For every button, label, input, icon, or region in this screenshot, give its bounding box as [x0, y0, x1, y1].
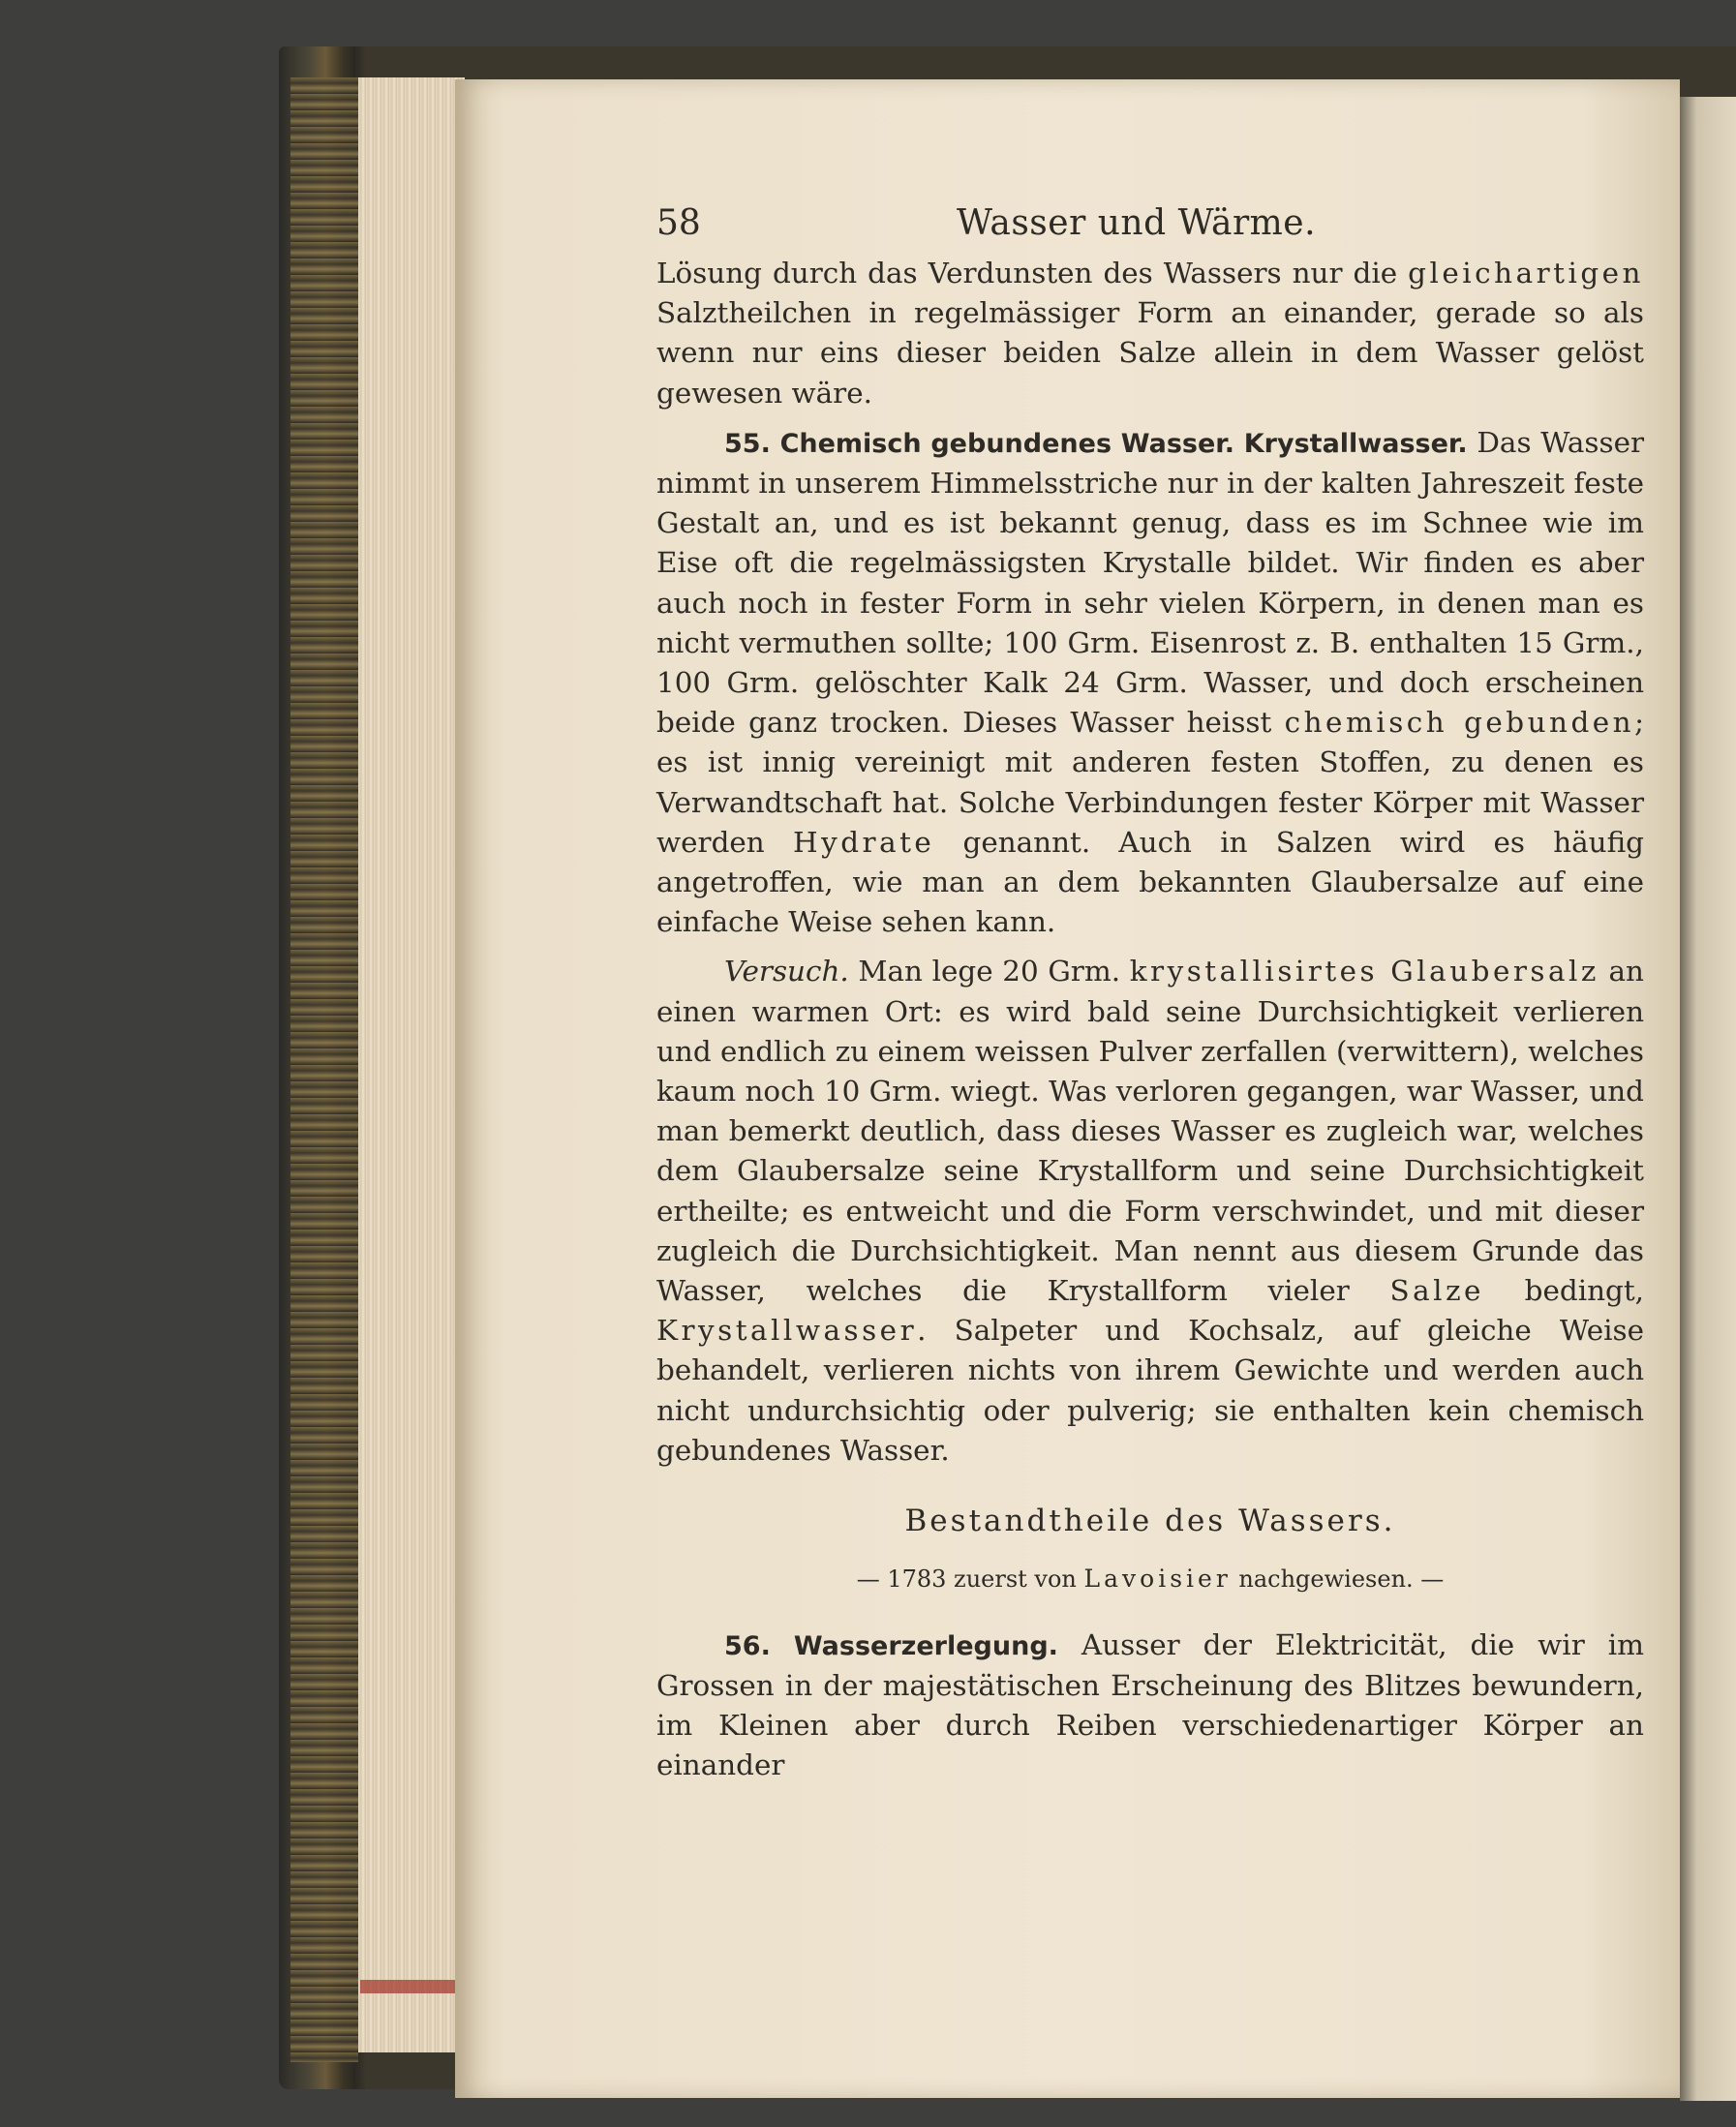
chapter-subheading: [656, 1559, 1644, 1599]
running-title: Wasser und Wärme.: [957, 203, 1317, 243]
text-run: Ausser der Elektricität, die wir im Grossen in der majestätischen Erscheinung des Blitzes bewundern, im Kleinen aber durch Reiben verschiedenartiger Körper an einander: [656, 1627, 1645, 1782]
red-page-edge: [360, 1980, 457, 1993]
text-run: . Salpeter und Kochsalz, auf gleiche Weise behandelt, verlieren nichts von ihrem Gewichte und werden auch nicht undurchsichtig oder pulverig; sie enthalten kein chemisch gebundenes Wasser.: [656, 1314, 1644, 1467]
text-run: an einen warmen Ort: es wird bald seine Durchsichtigkeit verlieren und endlich zu einem weissen Pulver zerfallen (verwittern), welches kaum noch 10 Grm. wiegt. Was verloren gegangen, war Wasser, und man bemerkt deutlich, dass dieses Wasser es zugleich war, welches dem Glaubersalze seine Krystallform und seine Durchsichtigkeit ertheilte; es entweicht und die Form verschwindet, und mit dieser zugleich die Durchsichtigkeit. Man nennt aus diesem Grunde das Wasser, welches die Krystallform vieler: [656, 955, 1644, 1308]
versuch-label: Versuch.: [724, 955, 849, 988]
text-run: Salztheilchen in regelmässiger Form an einander, gerade so als wenn nur eins dieser beiden Salze allein in dem Wasser gelöst gewesen wäre.: [656, 296, 1644, 410]
text-run: nachgewiesen. —: [1231, 1565, 1445, 1594]
emphasis-spaced: Hydrate: [792, 825, 935, 859]
emphasis-spaced: Salze: [1389, 1274, 1484, 1308]
emphasis-spaced: Krystallwasser: [656, 1314, 918, 1348]
book-spine: [290, 77, 358, 2062]
page-number: 58: [656, 203, 701, 243]
text-run: ; es ist innig vereinigt mit anderen festen Stoffen, zu denen es Verwandtschaft hat. Solche Verbindungen fester Körper mit Wasser werden: [656, 706, 1644, 859]
emphasis-spaced: chemisch gebunden: [1284, 706, 1635, 740]
chapter-heading: Bestandtheile des Wassers.: [904, 1504, 1396, 1539]
page-edges: [358, 77, 465, 2052]
section-title: Wasserzerlegung.: [793, 1630, 1058, 1661]
emphasis-spaced: gleichartigen: [1408, 257, 1644, 289]
person-name: Lavoisier: [1083, 1565, 1232, 1594]
facing-page-edge: [1680, 97, 1736, 2101]
section-number: 55.: [724, 428, 771, 459]
intro-paragraph: [656, 254, 1644, 413]
running-head: [656, 203, 1644, 254]
text-run: genannt. Auch in Salzen wird es häufig angetroffen, wie man an dem bekannten Glaubersalze auf eine einfache Weise sehen kann.: [656, 825, 1644, 939]
text-run: Lösung durch das Verdunsten des Wassers nur die: [656, 257, 1409, 289]
page-content: [656, 203, 1644, 1785]
text-run: Das Wasser nimmt in unserem Himmelsstriche nur in der kalten Jahreszeit feste Gestalt an, und es ist bekannt genug, dass es im Schnee wie im Eise oft die regelmässigsten Krystalle bildet. Wir finden es aber auch noch in fester Form in sehr vielen Körpern, in denen man es nicht vermuthen sollte; 100 Grm. Eisenrost z. B. enthalten 15 Grm., 100 Grm. gelöschter Kalk 24 Grm. Wasser, und doch erscheinen beide ganz trocken. Dieses Wasser heisst: [656, 425, 1645, 740]
text-run: bedingt,: [1483, 1274, 1644, 1308]
versuch-paragraph: [656, 952, 1644, 1471]
text-run: Man lege 20 Grm.: [848, 955, 1130, 988]
emphasis-spaced: krystallisirtes Glaubersalz: [1129, 955, 1599, 988]
section-56-paragraph: [656, 1626, 1644, 1786]
section-title: Chemisch gebundenes Wasser. Krystallwasser.: [779, 428, 1468, 459]
section-55-paragraph: [656, 423, 1644, 943]
section-number: 56.: [724, 1630, 771, 1661]
text-run: — 1783 zuerst von: [856, 1565, 1084, 1594]
